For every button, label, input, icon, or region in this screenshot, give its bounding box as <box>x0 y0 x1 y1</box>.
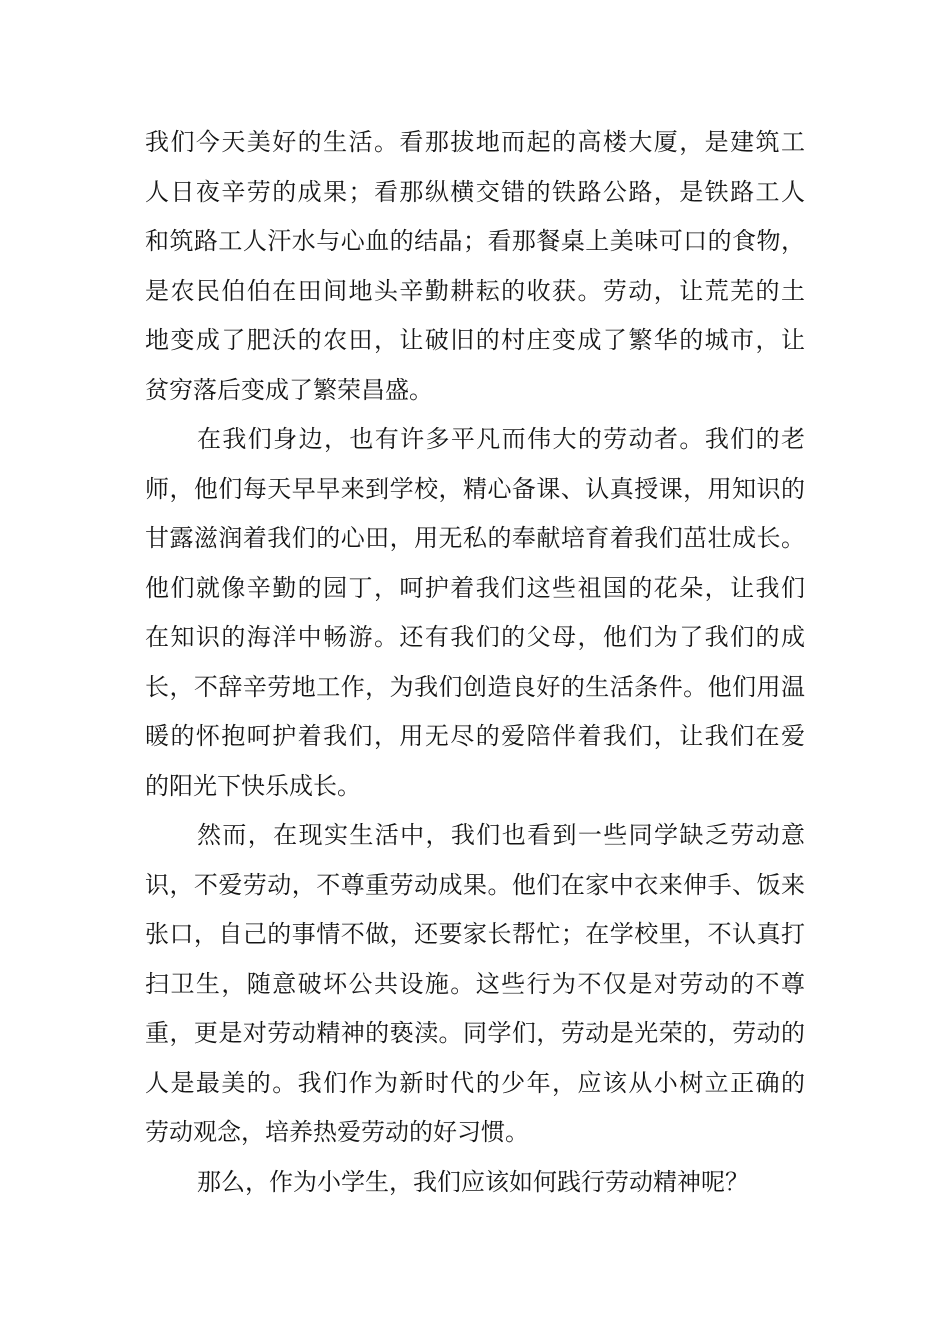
text-line: 重，更是对劳动精神的亵渎。同学们，劳动是光荣的，劳动的 <box>145 1019 805 1047</box>
text-line: 人日夜辛劳的成果；看那纵横交错的铁路公路，是铁路工人 <box>145 177 805 206</box>
text-line: 然而，在现实生活中，我们也看到一些同学缺乏劳动意 <box>197 821 805 849</box>
text-line: 师，他们每天早早来到学校，精心备课、认真授课，用知识的 <box>145 474 805 503</box>
text-line: 是农民伯伯在田间地头辛勤耕耘的收获。劳动，让荒芜的土 <box>145 276 805 305</box>
text-line: 劳动观念，培养热爱劳动的好习惯。 <box>145 1118 529 1146</box>
text-line: 我们今天美好的生活。看那拔地而起的高楼大厦，是建筑工 <box>145 128 805 156</box>
text-line: 人是最美的。我们作为新时代的少年，应该从小树立正确的 <box>145 1068 805 1097</box>
text-line: 长，不辞辛劳地工作，为我们创造良好的生活条件。他们用温 <box>145 672 805 701</box>
paragraph-continuation <box>145 118 805 415</box>
text-line: 扫卫生，随意破坏公共设施。这些行为不仅是对劳动的不尊 <box>145 969 805 998</box>
document-page <box>145 118 805 1207</box>
text-line: 的阳光下快乐成长。 <box>145 771 361 800</box>
text-line: 张口，自己的事情不做，还要家长帮忙；在学校里，不认真打 <box>145 920 805 948</box>
text-line: 在知识的海洋中畅游。还有我们的父母，他们为了我们的成 <box>145 623 805 651</box>
text-line: 贫穷落后变成了繁荣昌盛。 <box>145 375 433 404</box>
text-line: 暖的怀抱呵护着我们，用无尽的爱陪伴着我们，让我们在爱 <box>145 722 805 750</box>
text-line: 地变成了肥沃的农田，让破旧的村庄变成了繁华的城市，让 <box>145 326 805 354</box>
text-line: 和筑路工人汗水与心血的结晶；看那餐桌上美味可口的食物， <box>145 227 805 255</box>
text-line: 在我们身边，也有许多平凡而伟大的劳动者。我们的老 <box>197 425 805 453</box>
paragraph-lack-of-labor-awareness <box>145 811 805 1158</box>
paragraph-question <box>145 1158 805 1208</box>
text-line: 那么，作为小学生，我们应该如何践行劳动精神呢？ <box>197 1167 749 1196</box>
paragraph-workers-around-us <box>145 415 805 811</box>
text-line: 他们就像辛勤的园丁，呵护着我们这些祖国的花朵，让我们 <box>145 573 805 602</box>
text-line: 甘露滋润着我们的心田，用无私的奉献培育着我们茁壮成长。 <box>145 524 805 552</box>
text-line: 识，不爱劳动，不尊重劳动成果。他们在家中衣来伸手、饭来 <box>145 870 805 899</box>
